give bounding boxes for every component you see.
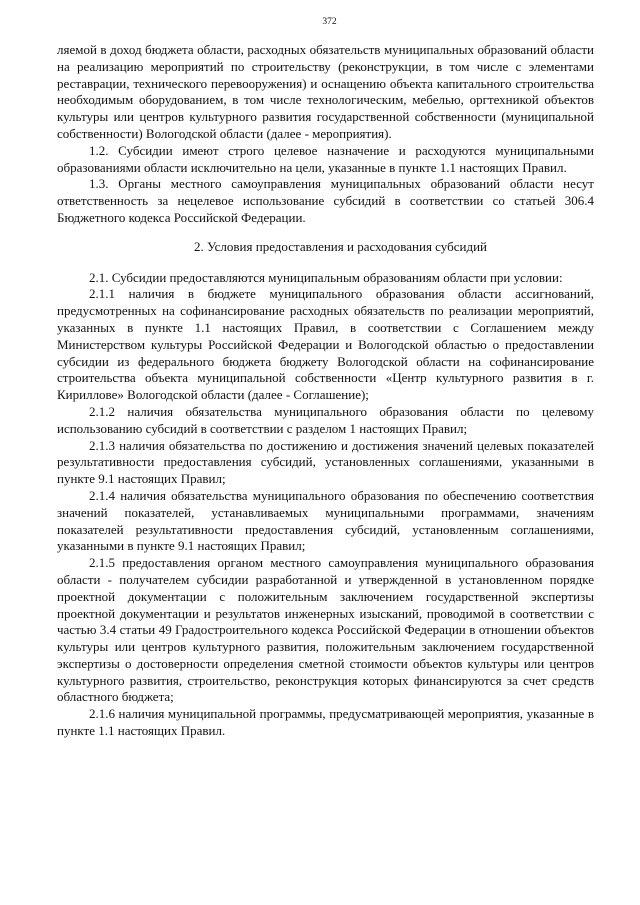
document-body	[57, 42, 594, 740]
paragraph-2-1-5: 2.1.5 предоставления органом местного самоуправления муниципального образования области - получателем субсидии разработанной и утвержденной в установленном порядке проектной документации с положительным заключением государственной экспертизы проектной документации и результатов инженерных изысканий, проводимой в соответствии с частью 3.4 статьи 49 Градостроительного кодекса Российской Федерации в отношении объектов культуры или центров культурного развития, положительным заключением государственной экспертизы о достоверности определения сметной стоимости объектов культуры или центров культурного развития, строительство, реконструкция которых финансируются за счет средств областного бюджета;	[57, 555, 594, 705]
paragraph-1-3: 1.3. Органы местного самоуправления муниципальных образований области несут ответственность за нецелевое использование субсидий в соответствии со статьей 306.4 Бюджетного кодекса Российской Федерации.	[57, 176, 594, 225]
paragraph-2-1-1: 2.1.1 наличия в бюджете муниципального образования области ассигнований, предусмотренных на софинансирование расходных обязательств по реализации мероприятий, указанных в пункте 1.1 настоящих Правил, в соответствии с Соглашением между Министерством культуры Российской Федерации и Вологодской областью о предоставлении субсидии из федерального бюджета бюджету Вологодской области на софинансирование строительства объекта муниципальной собственности «Центр культурного развития в г. Кириллове» Вологодской области (далее - Соглашение);	[57, 286, 594, 403]
section-heading: 2. Условия предоставления и расходования субсидий	[194, 238, 487, 254]
paragraph-2-1-4: 2.1.4 наличия обязательства муниципального образования по обеспечению соответствия значений показателей, устанавливаемых муниципальными программами, значениям показателей результативности предоставления субсидий, установленным соглашениями, указанными в пункте 9.1 настоящих Правил;	[57, 487, 594, 554]
page-number: 372	[322, 17, 337, 27]
paragraph-2-1-6: 2.1.6 наличия муниципальной программы, предусматривающей мероприятия, указанные в пункте 1.1 настоящих Правил.	[57, 706, 594, 739]
paragraph-continuation: ляемой в доход бюджета области, расходных обязательств муниципальных образований области на реализацию мероприятий по строительству (реконструкции, в том числе с элементами реставрации, технического перевооружения) и оснащению объекта капитального строительства необходимым оборудованием, в том числе технологическим, мебелью, оргтехникой объектов культуры или центров культурного развития государственной собственности (муниципальной собственности) Вологодской области (далее - мероприятия).	[57, 42, 594, 141]
paragraph-1-2: 1.2. Субсидии имеют строго целевое назначение и расходуются муниципальными образованиями области исключительно на цели, указанные в пункте 1.1 настоящих Правил.	[57, 142, 594, 175]
paragraph-2-1-3: 2.1.3 наличия обязательства по достижению и достижения значений целевых показателей результативности предоставления субсидий, установленных соглашениями, указанными в пункте 9.1 настоящих Правил;	[57, 437, 594, 487]
paragraph-2-1-2: 2.1.2 наличия обязательства муниципального образования области по целевому использованию субсидий в соответствии с разделом 1 настоящих Правил;	[57, 403, 594, 436]
paragraph-2-1: 2.1. Субсидии предоставляются муниципальным образованиям области при условии:	[89, 269, 563, 285]
